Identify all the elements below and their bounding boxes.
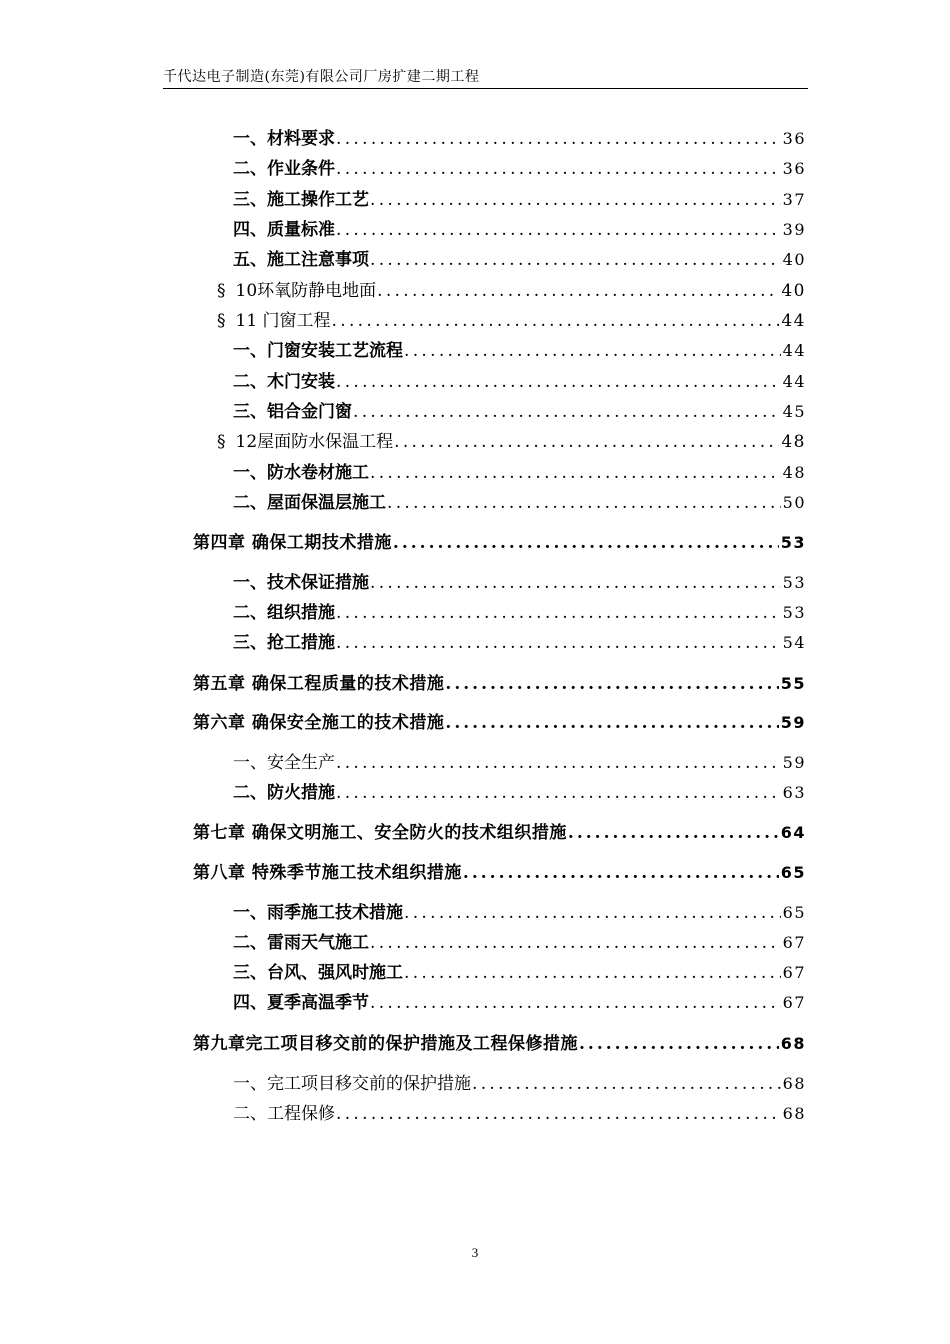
toc-entry-title: 第五章 确保工程质量的技术措施 [193, 674, 445, 694]
toc-page-number: 67 [782, 933, 806, 952]
dot-leader [579, 1032, 779, 1056]
toc-chapter-entry[interactable] [193, 861, 806, 885]
toc-page-number: 45 [782, 402, 806, 421]
dot-leader [568, 821, 779, 845]
toc-entry[interactable] [233, 248, 806, 272]
dot-leader [336, 218, 781, 242]
toc-page-number: 67 [782, 963, 806, 982]
toc-page-number: 39 [782, 220, 806, 239]
dot-leader [370, 991, 781, 1015]
toc-entry[interactable] [233, 931, 806, 955]
toc-section-title-text: 12屋面防水保温工程 [235, 432, 394, 452]
toc-page-number: 63 [782, 783, 806, 802]
toc-page-number: 37 [782, 190, 806, 209]
toc-entry[interactable] [233, 461, 806, 485]
toc-entry-title: 二、屋面保温层施工 [233, 493, 386, 513]
toc-entry-title: 二、组织措施 [233, 603, 335, 623]
toc-page-number: 44 [782, 341, 806, 360]
toc-entry[interactable] [233, 1072, 806, 1096]
toc-entry-title [217, 309, 331, 333]
toc-page-number: 36 [782, 159, 806, 178]
toc-entry-title: 四、夏季高温季节 [233, 993, 369, 1013]
dot-leader [393, 531, 779, 555]
toc-entry-title: 一、门窗安装工艺流程 [233, 341, 403, 361]
toc-entry-title: 二、防火措施 [233, 783, 335, 803]
dot-leader [336, 157, 781, 181]
section-symbol: § [217, 432, 226, 452]
toc-page-number: 48 [782, 463, 806, 482]
toc-page-number: 53 [782, 603, 806, 622]
toc-entry[interactable] [233, 157, 806, 181]
toc-entry-title: 二、作业条件 [233, 159, 335, 179]
toc-entry-title: 五、施工注意事项 [233, 250, 369, 270]
dot-leader [370, 571, 781, 595]
dot-leader [377, 279, 779, 303]
dot-leader [332, 309, 780, 333]
toc-page-number: 64 [780, 823, 806, 842]
page-number: 3 [471, 1245, 479, 1260]
toc-entry-title: 三、抢工措施 [233, 633, 335, 653]
toc-entry[interactable] [233, 1102, 806, 1126]
toc-entry-title: 一、安全生产 [233, 753, 335, 773]
dot-leader [445, 711, 778, 735]
toc-entry-title: 一、防水卷材施工 [233, 463, 369, 483]
dot-leader [336, 1102, 781, 1126]
toc-entry[interactable] [233, 781, 806, 805]
toc-page-number: 53 [782, 573, 806, 592]
toc-entry-title: 四、质量标准 [233, 220, 335, 240]
toc-chapter-entry[interactable] [193, 821, 806, 845]
toc-page-number: 53 [780, 533, 806, 552]
toc-page-number: 44 [782, 372, 806, 391]
section-symbol: § [217, 311, 226, 331]
dot-leader [370, 461, 781, 485]
toc-entry[interactable] [233, 491, 806, 515]
toc-page-number: 65 [780, 863, 806, 882]
toc-entry-title: 第九章完工项目移交前的保护措施及工程保修措施 [193, 1034, 578, 1054]
dot-leader [472, 1072, 781, 1096]
toc-page-number: 55 [780, 674, 806, 693]
toc-entry-title: 三、台风、强风时施工 [233, 963, 403, 983]
toc-entry[interactable] [233, 218, 806, 242]
toc-entry-title [217, 430, 393, 454]
toc-page-number: 65 [782, 903, 806, 922]
toc-chapter-entry[interactable] [193, 711, 806, 735]
toc-page-number: 59 [780, 713, 806, 732]
dot-leader [404, 901, 781, 925]
dot-leader [336, 781, 781, 805]
toc-page-number: 68 [782, 1074, 806, 1093]
toc-chapter-entry[interactable] [193, 1032, 806, 1056]
toc-entry[interactable] [233, 188, 806, 212]
dot-leader [336, 127, 781, 151]
toc-page-number: 54 [782, 633, 806, 652]
toc-entry[interactable] [233, 601, 806, 625]
toc-entry[interactable] [233, 961, 806, 985]
dot-leader [404, 961, 781, 985]
dot-leader [463, 861, 779, 885]
toc-entry-title: 第八章 特殊季节施工技术组织措施 [193, 863, 462, 883]
toc-entry-title [217, 279, 376, 303]
toc-entry[interactable] [233, 370, 806, 394]
toc-entry[interactable] [233, 631, 806, 655]
toc-page-number: 68 [782, 1104, 806, 1123]
toc-entry-title: 一、技术保证措施 [233, 573, 369, 593]
toc-entry-title: 第六章 确保安全施工的技术措施 [193, 713, 445, 733]
toc-entry-title: 一、雨季施工技术措施 [233, 903, 403, 923]
toc-page-number: 67 [782, 993, 806, 1012]
toc-entry[interactable] [233, 991, 806, 1015]
toc-section-entry[interactable] [217, 309, 806, 333]
dot-leader [370, 188, 781, 212]
dot-leader [336, 751, 781, 775]
toc-page-number: 68 [780, 1034, 806, 1053]
toc-section-entry[interactable] [217, 430, 806, 454]
section-symbol: § [217, 281, 226, 301]
dot-leader [353, 400, 781, 424]
toc-entry[interactable] [233, 400, 806, 424]
toc-section-title-text: 10环氧防静电地面 [235, 281, 377, 301]
toc-entry[interactable] [233, 901, 806, 925]
toc-section-title-text: 11 门窗工程 [235, 311, 331, 331]
toc-entry-title: 三、铝合金门窗 [233, 402, 352, 422]
dot-leader [445, 672, 778, 696]
toc-entry-title: 二、工程保修 [233, 1104, 335, 1124]
header-title: 千代达电子制造(东莞)有限公司厂房扩建二期工程 [163, 69, 480, 85]
toc-entry-title: 二、雷雨天气施工 [233, 933, 369, 953]
toc-entry[interactable] [233, 751, 806, 775]
dot-leader [370, 931, 781, 955]
toc-page-number: 36 [782, 129, 806, 148]
toc-page-number: 59 [782, 753, 806, 772]
toc-entry-title: 一、完工项目移交前的保护措施 [233, 1074, 471, 1094]
toc-page-number: 40 [782, 250, 806, 269]
toc-page-number: 50 [782, 493, 806, 512]
toc-entry-title: 一、材料要求 [233, 129, 335, 149]
toc-chapter-entry[interactable] [193, 672, 806, 696]
dot-leader [394, 430, 779, 454]
dot-leader [404, 339, 781, 363]
dot-leader [336, 601, 781, 625]
dot-leader [387, 491, 781, 515]
toc-entry-title: 第七章 确保文明施工、安全防火的技术组织措施 [193, 823, 567, 843]
toc-entry[interactable] [233, 127, 806, 151]
toc-section-entry[interactable] [217, 279, 806, 303]
toc-page-number: 48 [781, 432, 806, 452]
toc-entry-title: 二、木门安装 [233, 372, 335, 392]
dot-leader [336, 370, 781, 394]
toc-page-number: 44 [781, 311, 806, 331]
dot-leader [370, 248, 781, 272]
dot-leader [336, 631, 781, 655]
toc-page-number: 40 [781, 281, 806, 301]
toc-entry[interactable] [233, 571, 806, 595]
toc-entry-title: 三、施工操作工艺 [233, 190, 369, 210]
toc-entry-title: 第四章 确保工期技术措施 [193, 533, 392, 553]
toc-entry[interactable] [233, 339, 806, 363]
toc-chapter-entry[interactable] [193, 531, 806, 555]
